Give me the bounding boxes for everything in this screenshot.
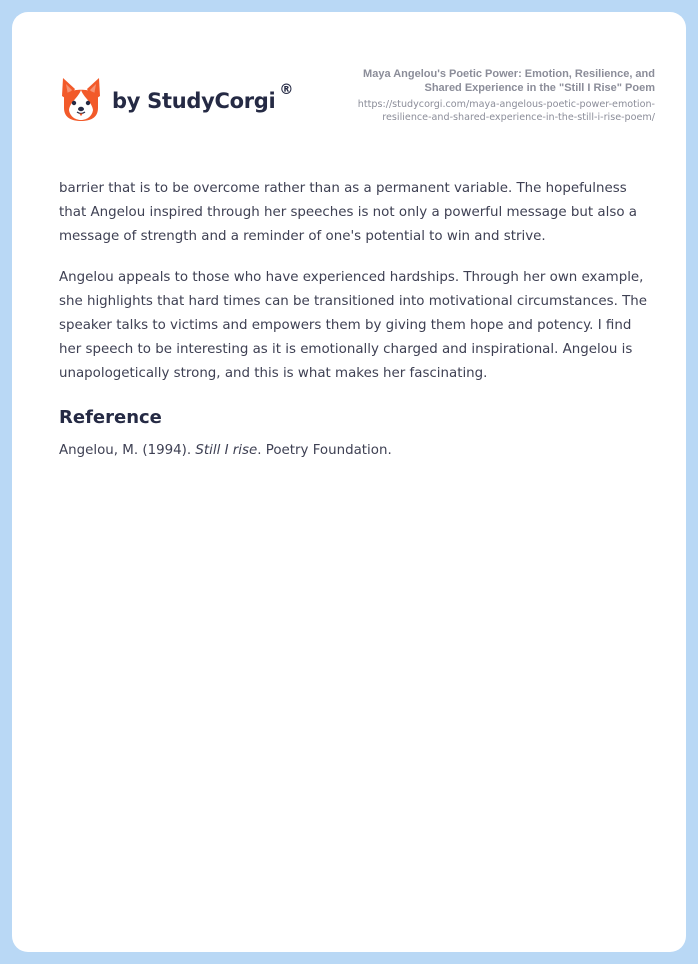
studycorgi-logo[interactable]: [60, 76, 293, 122]
document-title: [295, 67, 655, 95]
corgi-icon: [60, 76, 102, 122]
document-url-line-1: https://studycorgi.com/maya-angelous-poetic-power-emotion-: [357, 99, 655, 110]
body-paragraph: Angelou appeals to those who have experienced hardships. Through her own example, she highlights that hard times can be transitioned into motivational circumstances. The speaker talks to victims and empowers them by giving them hope and potency. I find her speech to be interesting as it is emotionally charged and inspirational. Angelou is unapologetically strong, and this is what makes her fascinating.: [59, 270, 647, 381]
document-page: [12, 12, 686, 952]
registered-mark: ®: [279, 82, 294, 98]
document-url-line-2: resilience-and-shared-experience-in-the-still-i-rise-poem/: [382, 112, 655, 123]
document-title-line-1: Maya Angelou's Poetic Power: Emotion, Resilience, and: [363, 68, 655, 80]
reference-entry: [59, 439, 654, 463]
reference-heading: Reference: [59, 407, 162, 428]
document-title-line-2: Shared Experience in the "Still I Rise" Poem: [424, 82, 655, 94]
reference-authors: Angelou, M. (1994).: [59, 443, 196, 458]
document-meta: [295, 67, 655, 124]
document-body: [59, 177, 654, 463]
body-paragraph: barrier that is to be overcome rather than as a permanent variable. The hopefulness that Angelou inspired through her speeches is not only a powerful message but also a message of strength and a reminder of one's potential to win and strive.: [59, 181, 637, 244]
reference-publisher: . Poetry Foundation.: [257, 443, 392, 458]
brand-name: by StudyCorgi: [112, 89, 276, 113]
reference-work-title: Still I rise: [195, 443, 258, 458]
document-url[interactable]: [295, 98, 655, 124]
